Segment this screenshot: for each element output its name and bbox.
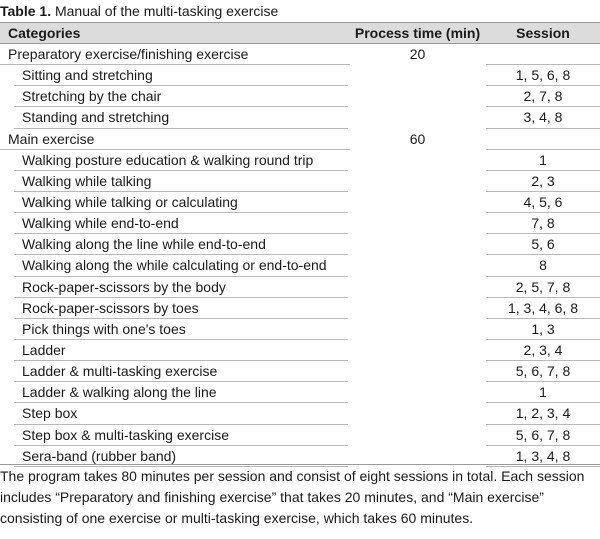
category-cell: Walking while talking or calculating	[22, 193, 238, 210]
table-row	[0, 340, 600, 361]
table-row	[0, 107, 600, 128]
session-cell: 5, 6, 7, 8	[515, 426, 571, 443]
table-row	[0, 150, 600, 171]
process-time-cell: 60	[409, 130, 426, 147]
category-cell: Walking while end-to-end	[22, 215, 179, 232]
header-process-time: Process time (min)	[354, 25, 481, 41]
table-row	[0, 234, 600, 255]
category-cell: Sera-band (rubber band)	[22, 447, 177, 464]
header-categories: Categories	[8, 25, 81, 41]
table-caption	[0, 0, 600, 22]
category-cell: Preparatory exercise/finishing exercise	[8, 46, 249, 62]
table-row	[0, 425, 600, 446]
session-cell: 1, 2, 3, 4	[515, 405, 571, 422]
table-bottom-rule	[0, 464, 600, 465]
session-cell: 4, 5, 6	[523, 193, 563, 210]
category-cell: Ladder	[22, 341, 66, 358]
table-body	[0, 44, 600, 467]
category-cell: Walking along the while calculating or end-to-end	[22, 257, 327, 274]
table-row	[0, 319, 600, 340]
session-cell: 1, 3	[531, 320, 555, 337]
session-cell: 1, 3, 4, 8	[515, 447, 571, 464]
session-cell: 1	[539, 384, 547, 401]
session-cell: 5, 6, 7, 8	[515, 363, 571, 380]
session-cell: 3, 4, 8	[523, 109, 563, 126]
category-cell: Step box & multi-tasking exercise	[22, 426, 229, 443]
table-row	[0, 277, 600, 298]
session-cell: 2, 5, 7, 8	[515, 278, 571, 295]
category-cell: Walking posture education & walking round trip	[22, 151, 314, 168]
category-cell: Stretching by the chair	[22, 88, 162, 105]
session-cell: 2, 3	[531, 172, 555, 189]
category-cell: Sitting and stretching	[22, 67, 153, 84]
table-row	[0, 86, 600, 107]
session-cell: 2, 3, 4	[523, 341, 563, 358]
table-footnote: The program takes 80 minutes per session and consist of eight sessions in total. Each session includes “Preparatory and finishing exercise” that takes 20 minutes, and “Main exercise” consisting of one exercise or multi-tasking exercise, which takes 60 minutes.	[0, 468, 585, 526]
table-row	[0, 403, 600, 424]
category-cell: Walking while talking	[22, 172, 152, 189]
table-caption-label: Table 1.	[0, 3, 52, 19]
table-header	[0, 22, 600, 44]
category-cell: Ladder & walking along the line	[22, 384, 217, 401]
header-session: Session	[516, 25, 570, 41]
category-cell: Main exercise	[8, 130, 95, 147]
category-cell: Walking along the line while end-to-end	[22, 236, 266, 253]
category-cell: Standing and stretching	[22, 109, 170, 126]
table-row	[0, 298, 600, 319]
category-cell: Rock-paper-scissors by toes	[22, 299, 199, 316]
category-cell: Rock-paper-scissors by the body	[22, 278, 226, 295]
session-cell: 7, 8	[531, 215, 555, 232]
session-cell: 1	[539, 151, 547, 168]
table-group-row	[0, 129, 600, 150]
category-cell: Pick things with one's toes	[22, 320, 186, 337]
category-cell: Ladder & multi-tasking exercise	[22, 363, 218, 380]
table-row	[0, 255, 600, 276]
session-cell: 5, 6	[531, 236, 555, 253]
table-row	[0, 213, 600, 234]
process-time-cell: 20	[409, 46, 426, 62]
session-cell: 1, 3, 4, 6, 8	[507, 299, 579, 316]
session-cell: 2, 7, 8	[523, 88, 563, 105]
table-group-row	[0, 44, 600, 65]
table-row	[0, 171, 600, 192]
table-caption-text: Manual of the multi-tasking exercise	[51, 3, 279, 19]
table-row	[0, 382, 600, 403]
session-cell: 8	[539, 257, 547, 274]
category-cell: Step box	[22, 405, 78, 422]
table-row	[0, 192, 600, 213]
table-row	[0, 65, 600, 86]
table-row	[0, 361, 600, 382]
session-cell: 1, 5, 6, 8	[515, 67, 571, 84]
